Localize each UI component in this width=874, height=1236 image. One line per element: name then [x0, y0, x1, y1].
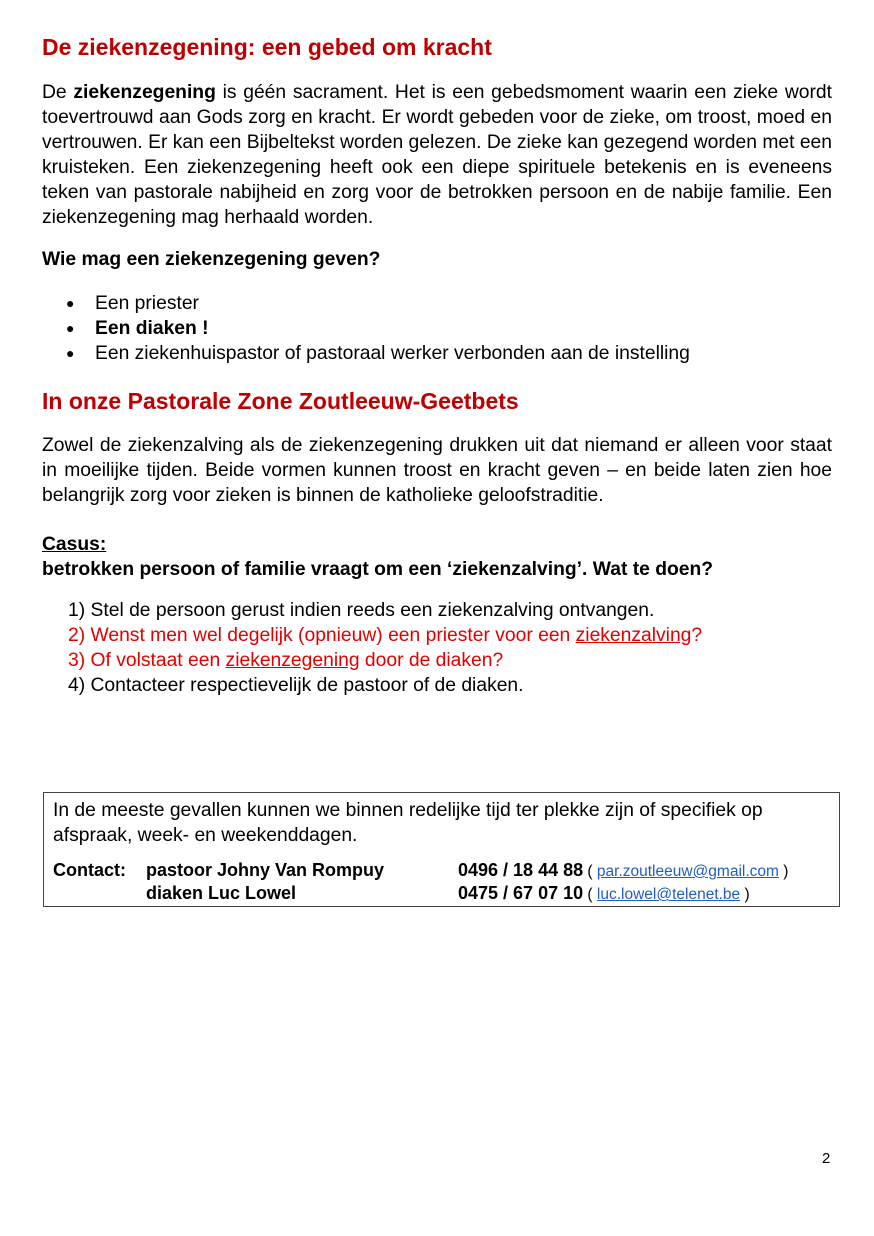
contact-phone: 0475 / 67 07 10: [458, 883, 584, 903]
step-3: [42, 648, 832, 673]
contact-intro: In de meeste gevallen kunnen we binnen redelijke tijd ter plekke zijn of specifiek op afspraak, week- en weekenddagen.: [53, 800, 763, 846]
contact-phone: 0496 / 18 44 88: [458, 860, 584, 880]
list-item: [42, 316, 832, 341]
contact-name: pastoor Johny Van Rompuy: [146, 860, 385, 880]
contact-email-wrap: [583, 886, 750, 903]
section-title-ziekenzegening: De ziekenzegening: een gebed om kracht: [42, 34, 492, 60]
open-paren: (: [583, 863, 597, 880]
email-link[interactable]: luc.lowel@telenet.be: [596, 886, 741, 903]
bullet-icon: ●: [66, 345, 75, 361]
contact-label: Contact:: [53, 860, 126, 880]
zone-paragraph: Zowel de ziekenzalving als de ziekenzegening drukken uit dat niemand er alleen voor staat in moeilijke tijden. Beide vormen kunnen troost en kracht geven – en beide laten zien hoe belangrijk zorg voor zieken is binnen de katholieke geloofstraditie.: [42, 435, 832, 506]
step-3-text: 3) Of volstaat een: [68, 650, 226, 671]
bullet-icon: ●: [66, 295, 75, 311]
ziekenzalving-term: ziekenzalving: [575, 625, 692, 646]
list-item-text: Een priester: [95, 293, 199, 314]
intro-paragraph: [42, 80, 832, 230]
ziekenzegening-term: ziekenzegening: [225, 650, 360, 671]
step-4: 4) Contacteer respectievelijk de pastoor of de diaken.: [68, 675, 524, 696]
step-3-end: door de diaken?: [359, 650, 504, 671]
question-heading: Wie mag een ziekenzegening geven?: [42, 249, 381, 270]
steps-list: [42, 598, 832, 698]
step-2-end: ?: [691, 625, 703, 646]
para-prefix: De: [42, 82, 74, 103]
contact-box: [43, 792, 840, 907]
page-content: [42, 30, 832, 698]
casus-label: Casus:: [42, 534, 107, 555]
para-bold-term: ziekenzegening: [73, 82, 216, 103]
contact-phone-row: [458, 860, 788, 881]
close-paren: ): [778, 863, 789, 880]
list-item: [42, 341, 832, 366]
email-link[interactable]: par.zoutleeuw@gmail.com: [596, 863, 779, 880]
section-title-pastorale-zone: In onze Pastorale Zone Zoutleeuw-Geetbets: [42, 388, 519, 414]
bullet-icon: ●: [66, 320, 75, 336]
list-item-text: Een diaken !: [95, 318, 209, 339]
contact-row-pastoor: [53, 860, 830, 883]
contact-phone-row: [458, 883, 750, 904]
step-1: 1) Stel de persoon gerust indien reeds een ziekenzalving ontvangen.: [68, 600, 655, 621]
contact-name: diaken Luc Lowel: [146, 883, 297, 903]
contact-row-diaken: [53, 883, 830, 906]
giver-list: [42, 291, 832, 366]
casus-block: [42, 532, 832, 582]
list-item-text: Een ziekenhuispastor of pastoraal werker verbonden aan de instelling: [95, 343, 690, 364]
close-paren: ): [740, 886, 750, 903]
step-2-text: 2) Wenst men wel degelijk (opnieuw) een priester voor een: [68, 625, 576, 646]
casus-text: betrokken persoon of familie vraagt om een ‘ziekenzalving’. Wat te doen?: [42, 559, 714, 580]
para-rest: is géén sacrament. Het is een gebedsmoment waarin een zieke wordt toevertrouwd aan Gods zorg en kracht. Er wordt gebeden voor de zieke, om troost, moed en vertrouwen. Er kan een Bijbeltekst worden gelezen. De zieke kan gezegend worden met een kruisteken. Een ziekenzegening heeft ook een diepe spirituele betekenis en is eveneens teken van pastorale nabijheid en zorg voor de betrokken persoon en de nabije familie. Een ziekenzegening mag herhaald worden.: [42, 82, 832, 228]
contact-email-wrap: [583, 863, 788, 880]
open-paren: (: [583, 886, 597, 903]
step-2: [42, 623, 832, 648]
list-item: [42, 291, 832, 316]
page-number: 2: [822, 1150, 831, 1167]
